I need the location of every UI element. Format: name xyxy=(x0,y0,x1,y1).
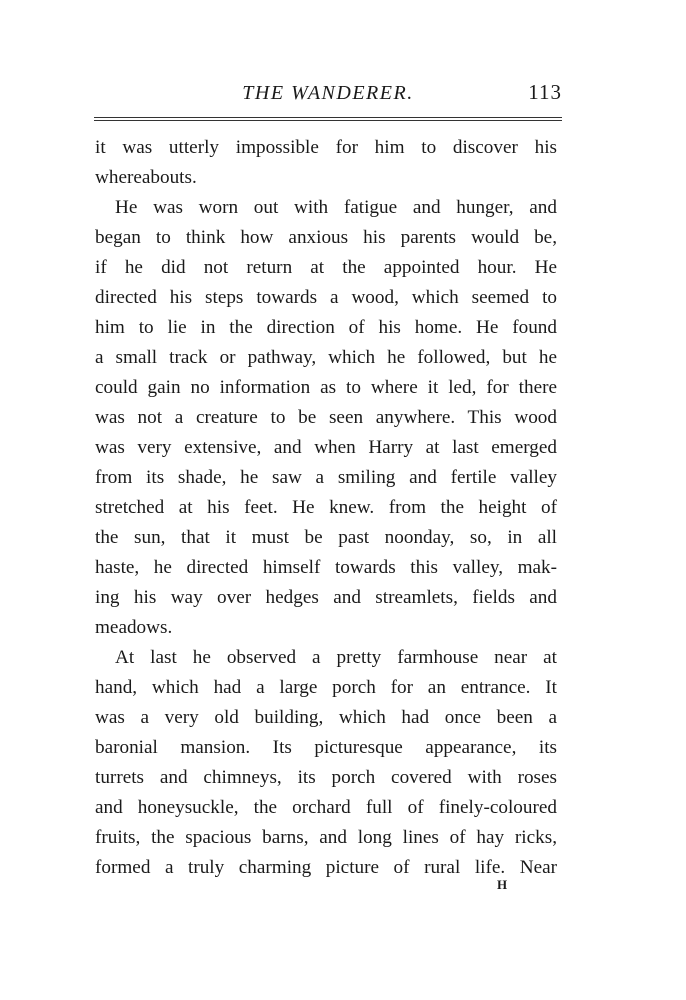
text-line: meadows. xyxy=(95,617,173,638)
text-line: could gain no information as to where it led, for there xyxy=(95,377,557,398)
text-line: it was utterly impossible for him to discover his xyxy=(95,137,557,158)
text-line: whereabouts. xyxy=(95,167,197,188)
text-line: formed a truly charming picture of rural life. Near xyxy=(95,857,557,878)
text-line: turrets and chimneys, its porch covered with roses xyxy=(95,767,557,788)
text-line: At last he observed a pretty farmhouse near at xyxy=(115,647,557,668)
header-rule xyxy=(94,117,562,121)
running-head xyxy=(94,78,562,112)
text-line: the sun, that it must be past noonday, so, in all xyxy=(95,527,557,548)
text-line: was a very old building, which had once been a xyxy=(95,707,557,728)
text-line: if he did not return at the appointed hour. He xyxy=(95,257,557,278)
text-line: was not a creature to be seen anywhere. This wood xyxy=(95,407,557,428)
text-line: a small track or pathway, which he followed, but he xyxy=(95,347,557,368)
text-line: was very extensive, and when Harry at last emerged xyxy=(95,437,557,458)
text-line: fruits, the spacious barns, and long lines of hay ricks, xyxy=(95,827,557,848)
page-number: 113 xyxy=(528,80,562,104)
text-line: stretched at his feet. He knew. from the height of xyxy=(95,497,557,518)
text-line: He was worn out with fatigue and hunger, and xyxy=(115,197,557,218)
text-line: hand, which had a large porch for an entrance. It xyxy=(95,677,557,698)
text-line: baronial mansion. Its picturesque appearance, its xyxy=(95,737,557,758)
text-line: directed his steps towards a wood, which seemed to xyxy=(95,287,557,308)
text-line: from its shade, he saw a smiling and fertile valley xyxy=(95,467,557,488)
running-title: THE WANDERER. xyxy=(242,82,414,104)
text-line: him to lie in the direction of his home. He found xyxy=(95,317,557,338)
text-line: began to think how anxious his parents would be, xyxy=(95,227,557,248)
text-line: and honeysuckle, the orchard full of finely-coloured xyxy=(95,797,557,818)
text-line: haste, he directed himself towards this valley, mak- xyxy=(95,557,557,578)
signature-mark: H xyxy=(497,877,509,892)
text-line: ing his way over hedges and streamlets, fields and xyxy=(95,587,557,608)
body-text xyxy=(95,133,557,883)
